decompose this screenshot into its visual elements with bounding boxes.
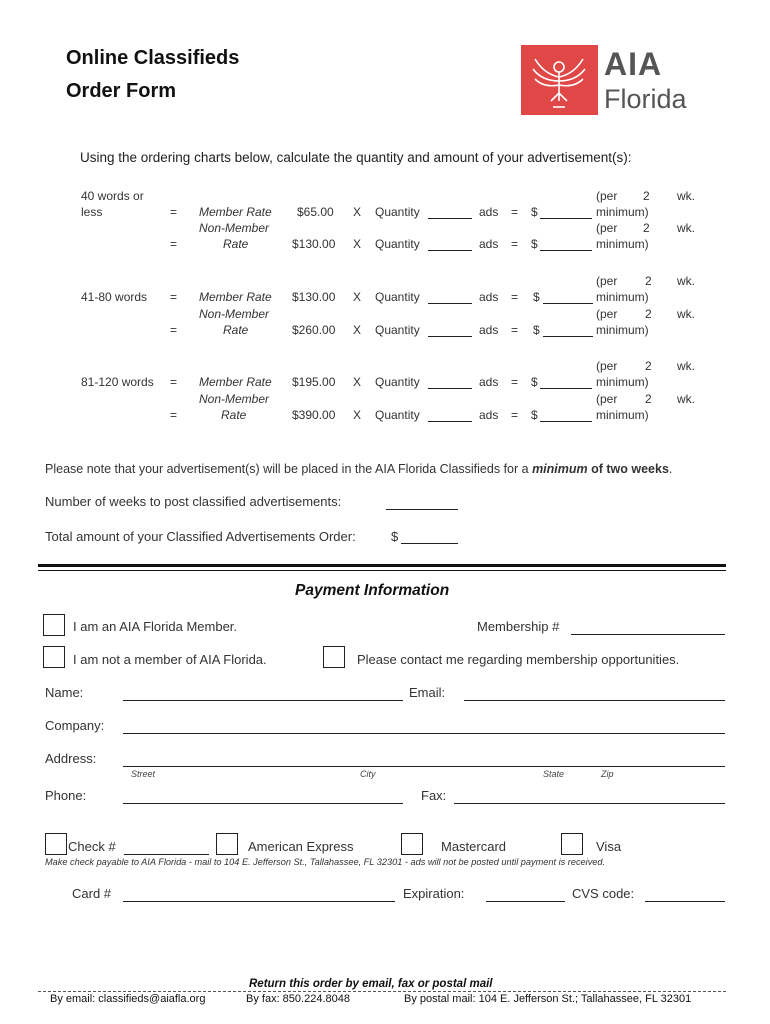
expiration-field[interactable]	[486, 901, 565, 902]
email-label: Email:	[409, 685, 446, 700]
per-label: (per	[596, 274, 618, 288]
card-number-field[interactable]	[123, 901, 395, 902]
dollar-sign: $	[531, 408, 538, 422]
mastercard-label: Mastercard	[441, 839, 507, 854]
per-minimum: minimum)	[596, 205, 649, 219]
ads-label: ads	[479, 408, 499, 422]
per-weeks: 2	[645, 307, 652, 321]
amount-blank[interactable]	[540, 421, 592, 422]
per-minimum: minimum)	[596, 290, 649, 304]
ads-label: ads	[479, 375, 499, 389]
payment-heading: Payment Information	[295, 582, 450, 599]
aia-logo-emblem	[521, 45, 598, 115]
equals-sign: =	[511, 290, 519, 304]
per-weeks: 2	[645, 274, 652, 288]
zip-caption: Zip	[601, 769, 614, 779]
mastercard-checkbox[interactable]	[401, 833, 423, 855]
dollar-sign: $	[533, 290, 540, 304]
dollar-sign: $	[531, 205, 538, 219]
contact-label: Please contact me regarding membership opportunities.	[357, 652, 680, 667]
company-label: Company:	[45, 718, 105, 733]
non-member-rate-label: Non-Member	[199, 392, 270, 406]
non-member-rate-label-2: Rate	[223, 323, 249, 337]
amount-blank[interactable]	[540, 388, 592, 389]
quantity-blank[interactable]	[428, 336, 472, 337]
membership-number-field[interactable]	[571, 634, 725, 635]
not-member-label: I am not a member of AIA Florida.	[73, 652, 267, 667]
per-weeks: 2	[645, 392, 652, 406]
non-member-rate-label-2: Rate	[221, 408, 247, 422]
phone-field[interactable]	[123, 803, 403, 804]
per-wk: wk.	[677, 189, 695, 203]
weeks-label: Number of weeks to post classified advertisements:	[45, 494, 342, 509]
dollar-sign: $	[531, 237, 538, 251]
amount-blank[interactable]	[543, 303, 593, 304]
quantity-label: Quantity	[375, 237, 420, 251]
quantity-label: Quantity	[375, 323, 420, 337]
per-wk: wk.	[677, 392, 695, 406]
non-member-rate-label-2: Rate	[223, 237, 249, 251]
name-label: Name:	[45, 685, 84, 700]
minimum-note: Please note that your advertisement(s) will be placed in the AIA Florida Classifieds for a minimum of two weeks.	[45, 462, 673, 476]
section-divider-thin	[38, 570, 726, 571]
name-field[interactable]	[123, 700, 403, 701]
quantity-blank[interactable]	[428, 303, 472, 304]
check-label: Check #	[68, 839, 116, 854]
footer-email: By email: classifieds@aiafla.org	[50, 993, 206, 1005]
address-field[interactable]	[123, 766, 725, 767]
price: $260.00	[292, 323, 336, 337]
amex-label: American Express	[248, 839, 354, 854]
member-checkbox[interactable]	[43, 614, 65, 636]
times-sign: X	[353, 237, 362, 251]
per-wk: wk.	[677, 359, 695, 373]
section-divider	[38, 564, 726, 567]
quantity-blank[interactable]	[428, 250, 472, 251]
equals-sign: =	[511, 408, 519, 422]
dollar-sign: $	[533, 323, 540, 337]
row-equals: =	[170, 323, 178, 337]
form-title-line2: Order Form	[66, 80, 177, 102]
quantity-label: Quantity	[375, 408, 420, 422]
per-weeks: 2	[645, 359, 652, 373]
footer-divider	[38, 991, 726, 992]
member-rate-label: Member Rate	[199, 375, 272, 389]
per-label: (per	[596, 392, 618, 406]
per-label: (per	[596, 359, 618, 373]
quantity-label: Quantity	[375, 205, 420, 219]
equals-sign: =	[511, 323, 519, 337]
intro-text: Using the ordering charts below, calculate the quantity and amount of your advertisement(s):	[80, 150, 632, 165]
total-label: Total amount of your Classified Advertisements Order:	[45, 529, 356, 544]
visa-checkbox[interactable]	[561, 833, 583, 855]
fax-label: Fax:	[421, 788, 447, 803]
tier1-label-2: less	[81, 205, 103, 219]
non-member-rate-label: Non-Member	[199, 307, 270, 321]
check-instructions: Make check payable to AIA Florida - mail to 104 E. Jefferson St., Tallahassee, FL 32301 - ads will not be posted until payment is received.	[45, 857, 606, 867]
times-sign: X	[353, 205, 362, 219]
ads-label: ads	[479, 323, 499, 337]
per-label: (per	[596, 307, 618, 321]
weeks-blank[interactable]	[386, 509, 458, 510]
footer-fax: By fax: 850.224.8048	[246, 993, 350, 1005]
times-sign: X	[353, 290, 362, 304]
amount-blank[interactable]	[540, 218, 592, 219]
card-number-label: Card #	[72, 886, 112, 901]
quantity-blank[interactable]	[428, 421, 472, 422]
equals-sign: =	[511, 237, 519, 251]
times-sign: X	[353, 323, 362, 337]
row-equals: =	[170, 375, 178, 389]
row-equals: =	[170, 290, 178, 304]
check-checkbox[interactable]	[45, 833, 67, 855]
tier3-label: 81-120 words	[81, 375, 154, 389]
address-label: Address:	[45, 751, 97, 766]
row-equals: =	[170, 205, 178, 219]
form-title-line1: Online Classifieds	[66, 47, 240, 69]
per-label: (per	[596, 189, 618, 203]
per-wk: wk.	[677, 307, 695, 321]
per-minimum: minimum)	[596, 237, 649, 251]
total-dollar-sign: $	[391, 529, 399, 544]
amount-blank[interactable]	[540, 250, 592, 251]
state-caption: State	[543, 769, 565, 779]
logo-text-florida: Florida	[604, 84, 687, 114]
city-caption: City	[360, 769, 376, 779]
per-minimum: minimum)	[596, 375, 649, 389]
contact-checkbox[interactable]	[323, 646, 345, 668]
cvs-field[interactable]	[645, 901, 725, 902]
amount-blank[interactable]	[543, 336, 593, 337]
logo-text-aia: AIA	[604, 46, 663, 82]
return-instructions: Return this order by email, fax or postal mail	[249, 978, 493, 990]
price: $130.00	[292, 290, 336, 304]
equals-sign: =	[511, 375, 519, 389]
times-sign: X	[353, 375, 362, 389]
member-rate-label: Member Rate	[199, 290, 272, 304]
company-field[interactable]	[123, 733, 725, 734]
per-wk: wk.	[677, 274, 695, 288]
row-equals: =	[170, 237, 178, 251]
quantity-label: Quantity	[375, 375, 420, 389]
cvs-label: CVS code:	[572, 886, 635, 901]
tier1-label: 40 words or	[81, 189, 144, 203]
ads-label: ads	[479, 290, 499, 304]
eagle-icon	[521, 45, 598, 115]
row-equals: =	[170, 408, 178, 422]
expiration-label: Expiration:	[403, 886, 465, 901]
per-label: (per	[596, 221, 618, 235]
per-weeks: 2	[643, 189, 650, 203]
tier2-label: 41-80 words	[81, 290, 148, 304]
non-member-rate-label: Non-Member	[199, 221, 270, 235]
quantity-blank[interactable]	[428, 218, 472, 219]
ads-label: ads	[479, 237, 499, 251]
quantity-label: Quantity	[375, 290, 420, 304]
visa-label: Visa	[596, 839, 622, 854]
not-member-checkbox[interactable]	[43, 646, 65, 668]
check-number-field[interactable]	[124, 854, 209, 855]
equals-sign: =	[511, 205, 519, 219]
per-minimum: minimum)	[596, 408, 649, 422]
footer-postal: By postal mail: 104 E. Jefferson St.; Tallahassee, FL 32301	[404, 993, 692, 1005]
phone-label: Phone:	[45, 788, 87, 803]
fax-field[interactable]	[454, 803, 725, 804]
email-field[interactable]	[464, 700, 725, 701]
per-minimum: minimum)	[596, 323, 649, 337]
dollar-sign: $	[531, 375, 538, 389]
membership-number-label: Membership #	[477, 619, 560, 634]
price: $130.00	[292, 237, 336, 251]
ads-label: ads	[479, 205, 499, 219]
amex-checkbox[interactable]	[216, 833, 238, 855]
price: $390.00	[292, 408, 336, 422]
price: $195.00	[292, 375, 336, 389]
per-wk: wk.	[677, 221, 695, 235]
times-sign: X	[353, 408, 362, 422]
total-blank[interactable]	[401, 543, 458, 544]
street-caption: Street	[131, 769, 156, 779]
member-label: I am an AIA Florida Member.	[73, 619, 238, 634]
price: $65.00	[297, 205, 334, 219]
per-weeks: 2	[643, 221, 650, 235]
member-rate-label: Member Rate	[199, 205, 272, 219]
quantity-blank[interactable]	[428, 388, 472, 389]
